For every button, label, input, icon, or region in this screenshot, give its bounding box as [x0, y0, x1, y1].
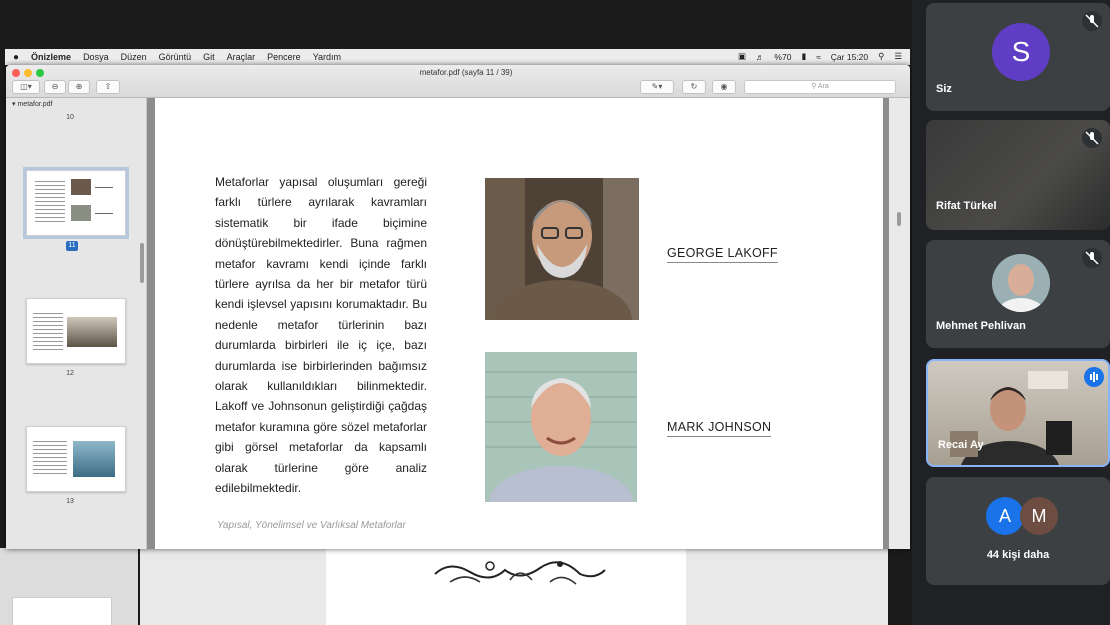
- thumb-photo: [67, 317, 117, 347]
- close-window-button[interactable]: [12, 69, 20, 77]
- thumb-text-lines: [33, 313, 63, 353]
- markup-toolbar-button[interactable]: ◉: [712, 80, 736, 94]
- battery-percent[interactable]: %70: [774, 51, 792, 62]
- share-button[interactable]: ⇧: [96, 80, 120, 94]
- document-area: [147, 98, 910, 549]
- minimize-window-button[interactable]: [24, 69, 32, 77]
- sketch-illustration: [430, 552, 610, 590]
- participant-name: Recai Ay: [938, 439, 984, 451]
- wifi-icon[interactable]: ≈: [816, 51, 821, 62]
- avatar: [992, 254, 1050, 312]
- person-name-lakoff: GEORGE LAKOFF: [667, 246, 778, 263]
- participant-tile-rifat[interactable]: [926, 120, 1110, 230]
- menu-item-duzen[interactable]: Düzen: [120, 52, 147, 62]
- page-body-text: Metaforlar yapısal oluşumları gereği farklı türlere ayrılarak kavramları sistematik bir ifade biçimine dönüştürebilmektedirler. Buna rağmen metafor kavramı kendi içinde farklı türlere ayrılsa da her bir metafor türü kendi işlevsel yapısını korumaktadır. Bu nedenle metafor türlerinin bazı durumlarda birbirleri ile iç içe, bazı durumlarda ise birbirlerinden bağımsız olarak kullanıldıkları bilinmektedir. Lakoff ve Johnsonun geliştirdiği çağdaş metafor kuramına göre sözel metaforlar gibi görsel metaforlar da kapsamlı olarak türlerine göre analiz edilebilmektedir.: [215, 175, 427, 496]
- search-placeholder: Ara: [817, 83, 829, 90]
- window-titlebar: [6, 65, 910, 98]
- window-title: metafor.pdf (sayfa 11 / 39): [419, 68, 513, 77]
- mark-johnson-photo: [485, 352, 637, 502]
- preview-window: [6, 65, 910, 549]
- menubar-status: [738, 51, 902, 62]
- thumb-caption: [95, 187, 113, 188]
- search-icon: ⚲: [811, 83, 818, 90]
- zoom-out-button[interactable]: ⊖: [44, 80, 66, 94]
- spotlight-icon[interactable]: ⚲: [878, 51, 885, 61]
- menu-item-araclar[interactable]: Araçlar: [226, 52, 256, 62]
- page-thumbnail-11[interactable]: [26, 170, 126, 236]
- battery-icon[interactable]: ▮: [801, 51, 807, 61]
- page-number-13: 13: [66, 498, 74, 505]
- menu-item-yardim[interactable]: Yardım: [312, 52, 342, 62]
- menu-app-name[interactable]: Önizleme: [31, 52, 72, 62]
- more-participants-tile[interactable]: [926, 477, 1110, 585]
- thumb-text-lines: [35, 181, 65, 225]
- thumbnail-sidebar: [6, 98, 147, 549]
- menu-item-pencere[interactable]: Pencere: [267, 52, 301, 62]
- zoom-window-button[interactable]: [36, 69, 44, 77]
- speaking-indicator-icon: [1084, 367, 1104, 387]
- menu-item-git[interactable]: Git: [203, 52, 215, 62]
- george-lakoff-photo: [485, 178, 639, 320]
- document-scrollbar[interactable]: [889, 98, 910, 549]
- video-feed: [928, 361, 1110, 467]
- screen-share-icon[interactable]: ▣: [737, 51, 746, 61]
- notification-center-icon[interactable]: ☰: [894, 51, 902, 61]
- page-footer: Yapısal, Yönelimsel ve Varlıksal Metaforlar: [217, 520, 406, 531]
- volume-icon[interactable]: ♬: [755, 51, 765, 62]
- thumb-photo: [73, 441, 115, 477]
- mic-muted-icon: [1082, 11, 1102, 31]
- pdf-page: [155, 98, 883, 549]
- sidebar-scrollbar[interactable]: [140, 243, 144, 283]
- apple-icon[interactable]: ●: [13, 51, 20, 63]
- page-number-11: 11: [66, 241, 78, 251]
- sidebar-file-name[interactable]: ▾ metafor.pdf: [12, 101, 53, 108]
- more-participants-label: 44 kişi daha: [986, 549, 1050, 561]
- participant-tile-mehmet[interactable]: [926, 240, 1110, 348]
- thumb-photo: [71, 205, 91, 221]
- page-thumbnail-13[interactable]: [26, 426, 126, 492]
- markup-pen-button[interactable]: ✎▾: [640, 80, 674, 94]
- thumb-caption: [95, 213, 113, 214]
- person-name-johnson: MARK JOHNSON: [667, 420, 771, 437]
- sidebar-toggle-button[interactable]: ◫▾: [12, 80, 40, 94]
- search-input[interactable]: [744, 80, 896, 94]
- rotate-button[interactable]: ↻: [682, 80, 706, 94]
- participant-tile-active-speaker[interactable]: [926, 359, 1110, 467]
- mic-muted-icon: [1082, 128, 1102, 148]
- thumb-text-lines: [33, 441, 67, 477]
- document-scroll-thumb[interactable]: [897, 212, 901, 226]
- avatar: M: [1020, 497, 1058, 535]
- page-number-12: 12: [66, 370, 74, 377]
- avatar: A: [986, 497, 1024, 535]
- mic-muted-icon: [1082, 248, 1102, 268]
- participant-tile-siz[interactable]: [926, 3, 1110, 111]
- mac-menubar: [5, 49, 910, 65]
- thumb-photo: [71, 179, 91, 195]
- page-number-10: 10: [66, 114, 74, 121]
- page-thumbnail-12[interactable]: [26, 298, 126, 364]
- participant-name: Mehmet Pehlivan: [936, 320, 1026, 332]
- zoom-in-button[interactable]: ⊕: [68, 80, 90, 94]
- avatar: S: [992, 23, 1050, 81]
- background-thumbnail: [12, 597, 112, 625]
- participant-name: Siz: [936, 83, 952, 95]
- participant-name: Rifat Türkel: [936, 200, 997, 212]
- clock[interactable]: Çar 15:20: [830, 51, 869, 62]
- menu-item-dosya[interactable]: Dosya: [83, 52, 109, 62]
- menu-item-goruntu[interactable]: Görüntü: [158, 52, 192, 62]
- disclosure-triangle-icon[interactable]: ▾: [12, 101, 18, 108]
